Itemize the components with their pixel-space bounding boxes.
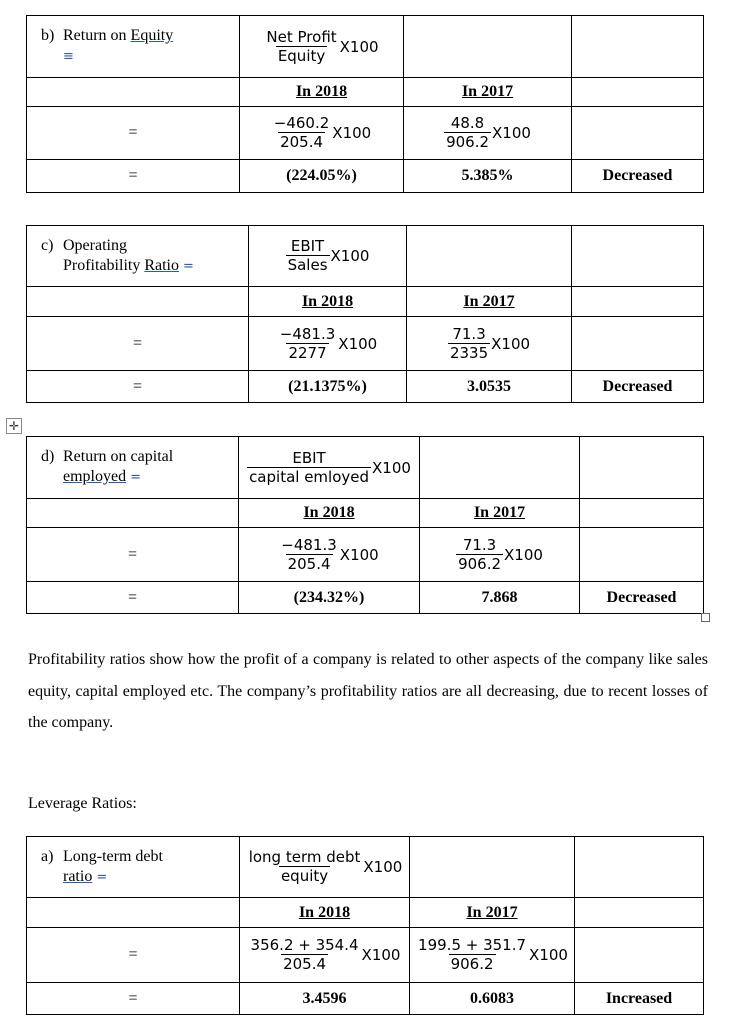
roe-empty-cell <box>27 78 240 107</box>
roce-label-symbol: = <box>130 470 141 485</box>
roce-calc-2017-numerator: 71.3 <box>462 535 497 554</box>
roe-equals: = <box>27 160 240 193</box>
opr-result-2018: (21.1375%) <box>249 371 407 403</box>
roe-calc-2017-numerator: 48.8 <box>450 114 485 132</box>
opr-empty-cell <box>572 226 704 287</box>
roce-result-2017: 7.868 <box>420 582 580 614</box>
ltd-label-link: ratio <box>63 867 93 885</box>
roce-calc-2017-denominator: 906.2 <box>458 554 502 573</box>
opr-empty-cell <box>407 226 572 287</box>
roce-calc-2017-multiplier: X100 <box>504 545 543 564</box>
roe-empty-cell <box>572 78 704 107</box>
roce-formula-denominator: capital emloyed <box>249 467 370 486</box>
roe-empty-cell <box>572 107 704 160</box>
roe-equals: = <box>27 107 240 160</box>
opr-year-2017: In 2017 <box>407 287 572 317</box>
opr-empty-cell <box>27 287 249 317</box>
opr-calc-2017-denominator: 2335 <box>449 343 489 362</box>
roce-calc-2017 <box>420 528 580 582</box>
ltd-year-2018: In 2018 <box>240 898 410 928</box>
roe-trend: Decreased <box>572 160 704 193</box>
roce-formula-numerator: EBIT <box>292 448 326 467</box>
roe-empty-cell <box>572 16 704 78</box>
opr-calc-2017 <box>407 317 572 371</box>
ltd-label-symbol: = <box>96 869 108 885</box>
opr-formula-numerator: EBIT <box>290 237 325 255</box>
opr-label-text-2: Profitability <box>63 256 145 274</box>
ltd-formula <box>240 837 410 898</box>
roe-calc-2017-multiplier: X100 <box>492 124 531 142</box>
opr-label-symbol: = <box>183 258 194 274</box>
roce-label-prefix: d) <box>41 448 55 465</box>
roe-calc-2018-multiplier: X100 <box>332 124 372 142</box>
roe-label-prefix: b) <box>41 27 55 44</box>
roe-calc-2017 <box>404 107 572 160</box>
move-handle-icon[interactable]: ✛ <box>6 418 22 434</box>
ltd-calc-2018-multiplier: X100 <box>361 946 401 964</box>
opr-result-2017: 3.0535 <box>407 371 572 403</box>
opr-calc-2017-multiplier: X100 <box>491 334 531 353</box>
opr-formula-denominator: Sales <box>287 256 328 274</box>
roce-empty-cell <box>420 437 580 499</box>
ltd-result-2017: 0.6083 <box>410 983 575 1015</box>
roe-label-link: Equity <box>130 27 174 44</box>
roe-calc-2018-denominator: 205.4 <box>280 133 324 151</box>
ltd-calc-2017-denominator: 906.2 <box>450 955 494 973</box>
roce-empty-cell <box>580 499 704 528</box>
ltd-table <box>26 836 704 1015</box>
roce-calc-2018-multiplier: X100 <box>339 545 379 564</box>
roe-formula <box>240 16 404 78</box>
roe-formula-numerator: Net Profit <box>266 27 337 46</box>
roce-formula-multiplier: X100 <box>372 458 411 477</box>
roce-table <box>26 436 704 614</box>
ltd-calc-2017 <box>410 928 575 983</box>
ltd-calc-2018-denominator: 205.4 <box>283 955 327 973</box>
opr-trend: Decreased <box>572 371 704 403</box>
roce-year-2017: In 2017 <box>420 499 580 528</box>
ltd-trend: Increased <box>575 983 704 1015</box>
roce-empty-cell <box>27 499 239 528</box>
opr-empty-cell <box>572 287 704 317</box>
ltd-calc-2017-numerator: 199.5 + 351.7 <box>418 936 527 954</box>
roe-formula-denominator: Equity <box>277 46 326 65</box>
roe-label-symbol: ≡ <box>63 49 74 64</box>
roe-table <box>26 15 704 193</box>
ltd-label-text: Long-term debt <box>63 847 163 865</box>
roce-label-text: Return on capital <box>63 448 174 465</box>
ltd-empty-cell <box>410 837 575 898</box>
opr-equals: = <box>27 317 249 371</box>
roe-formula-multiplier: X100 <box>339 37 379 56</box>
ltd-formula-multiplier: X100 <box>363 858 403 876</box>
roe-empty-cell <box>404 16 572 78</box>
ltd-calc-2018-numerator: 356.2 + 354.4 <box>250 936 359 954</box>
opr-calc-2018-multiplier: X100 <box>338 334 378 353</box>
opr-calc-2017-numerator: 71.3 <box>452 324 486 343</box>
ltd-empty-cell <box>575 928 704 983</box>
ltd-label-prefix: a) <box>41 847 54 865</box>
roce-empty-cell <box>580 437 704 499</box>
ltd-equals: = <box>27 928 240 983</box>
roce-formula <box>239 437 420 499</box>
opr-label-link: Ratio <box>144 256 179 274</box>
roce-label-link: employed <box>63 468 127 485</box>
ltd-calc-2017-multiplier: X100 <box>529 946 568 964</box>
roce-result-2018: (234.32%) <box>239 582 420 614</box>
leverage-heading: Leverage Ratios: <box>28 795 137 812</box>
opr-equals: = <box>27 371 249 403</box>
roe-result-2018: (224.05%) <box>240 160 404 193</box>
opr-calc-2018-denominator: 2277 <box>288 343 327 362</box>
ltd-formula-numerator: long term debt <box>248 848 361 866</box>
ltd-equals: = <box>27 983 240 1015</box>
roe-result-2017: 5.385% <box>404 160 572 193</box>
opr-label <box>27 226 249 287</box>
roce-calc-2018 <box>239 528 420 582</box>
roce-trend: Decreased <box>580 582 704 614</box>
roce-equals: = <box>27 582 239 614</box>
opr-calc-2018-numerator: −481.3 <box>279 324 336 343</box>
ltd-formula-denominator: equity <box>280 867 329 885</box>
opr-year-2018: In 2018 <box>249 287 407 317</box>
roce-empty-cell <box>580 528 704 582</box>
roe-year-2018: In 2018 <box>240 78 404 107</box>
roce-label <box>27 437 239 499</box>
opr-formula-multiplier: X100 <box>330 247 370 265</box>
ltd-result-2018: 3.4596 <box>240 983 410 1015</box>
roe-calc-2018-numerator: −460.2 <box>273 114 330 132</box>
roe-label <box>27 16 240 78</box>
opr-calc-2018 <box>249 317 407 371</box>
resize-handle-icon[interactable] <box>701 613 710 622</box>
opr-label-prefix: c) <box>41 236 54 254</box>
roe-label-text: Return on <box>63 27 131 44</box>
roce-calc-2018-numerator: −481.3 <box>281 535 337 554</box>
roce-equals: = <box>27 528 239 582</box>
roe-calc-2017-denominator: 906.2 <box>446 133 490 151</box>
opr-label-text: Operating <box>63 236 127 254</box>
roce-year-2018: In 2018 <box>239 499 420 528</box>
ltd-empty-cell <box>27 898 240 928</box>
opr-empty-cell <box>572 317 704 371</box>
profitability-paragraph: Profitability ratios show how the profit of a company is related to other aspects of the company like sales equity, capital employed etc. The company’s profitability ratios are all decreasing, due to recent losses of the company. <box>28 651 708 731</box>
opr-formula <box>249 226 407 287</box>
ltd-year-2017: In 2017 <box>410 898 575 928</box>
ltd-empty-cell <box>575 837 704 898</box>
roce-calc-2018-denominator: 205.4 <box>287 554 331 573</box>
ltd-label <box>27 837 240 898</box>
ltd-empty-cell <box>575 898 704 928</box>
opr-table <box>26 225 704 403</box>
ltd-calc-2018 <box>240 928 410 983</box>
roe-year-2017: In 2017 <box>404 78 572 107</box>
roe-calc-2018 <box>240 107 404 160</box>
